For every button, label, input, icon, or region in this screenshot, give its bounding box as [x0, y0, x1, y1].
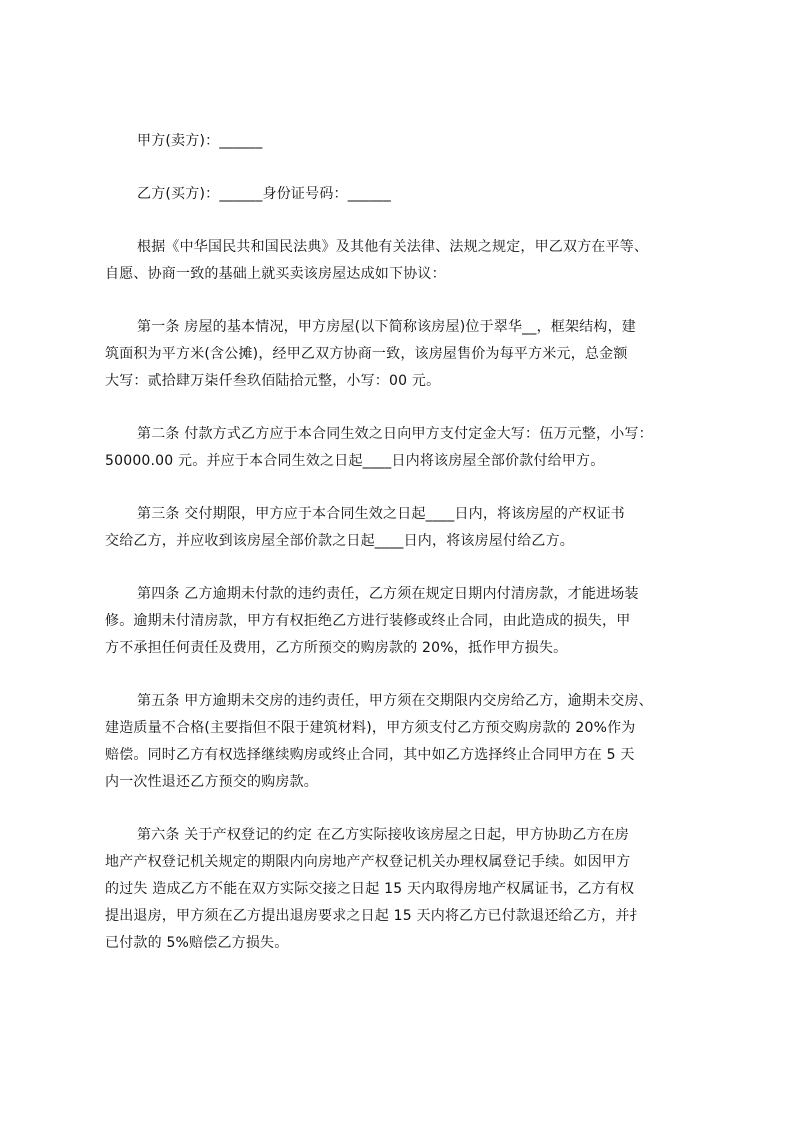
article-1-line-1: 第一条 房屋的基本情况，甲方房屋(以下简称该房屋)位于翠华__，框架结构，建: [137, 319, 636, 335]
article-1-line-2: 筑面积为平方米(含公摊)，经甲乙双方协商一致，该房屋售价为每平方米元，总金额: [105, 346, 628, 362]
article-3-line-2: 交给乙方，并应收到该房屋全部价款之日起____日内，将该房屋付给乙方。: [105, 533, 574, 549]
article-6-line-5: 已付款的 5%赔偿乙方损失。: [105, 935, 289, 951]
article-6-line-1: 第六条 关于产权登记的约定 在乙方实际接收该房屋之日起，甲方协助乙方在房: [137, 827, 630, 843]
article-5-line-1: 第五条 甲方逾期未交房的违约责任，甲方须在交期限内交房给乙方，逾期未交房、: [137, 693, 653, 709]
article-4-line-2: 修。逾期未付清房款，甲方有权拒绝乙方进行装修或终止合同，由此造成的损失，甲: [105, 613, 631, 629]
preamble-line-1: 根据《中华国民共和国民法典》及其他有关法律、法规之规定，甲乙双方在平等、: [137, 239, 649, 255]
article-5-line-4: 内一次性退还乙方预交的购房款。: [105, 774, 318, 790]
party-a-line: 甲方(卖方)：______: [137, 133, 263, 149]
article-2-line-1: 第二条 付款方式乙方应于本合同生效之日向甲方支付定金大写：伍万元整，小写：: [137, 426, 653, 442]
article-4-line-3: 方不承担任何责任及费用，乙方所预交的购房款的 20%，抵作甲方损失。: [105, 640, 568, 656]
article-5-line-3: 赔偿。同时乙方有权选择继续购房或终止合同，其中如乙方选择终止合同甲方在 5 天: [105, 747, 635, 763]
article-6-line-4: 提出退房，甲方须在乙方提出退房要求之日起 15 天内将乙方已付款退还给乙方，并扌: [105, 908, 644, 924]
party-b-line: 乙方(买方)：______身份证号码：______: [137, 186, 391, 202]
article-1-line-3: 大写：贰拾肆万柒仟叁玖佰陆拾元整，小写：00 元。: [105, 373, 441, 389]
article-6-line-2: 地产产权登记机关规定的期限内向房地产产权登记机关办理权属登记手续。如因甲方: [105, 854, 631, 870]
article-2-line-2: 50000.00 元。并应于本合同生效之日起____日内将该房屋全部价款付给甲方。: [105, 453, 605, 469]
article-6-line-3: 的过失 造成乙方不能在双方实际交接之日起 15 天内取得房地产权属证书，乙方有权: [105, 881, 635, 897]
preamble-line-2: 自愿、协商一致的基础上就买卖该房屋达成如下协议：: [105, 266, 446, 282]
article-3-line-1: 第三条 交付期限，甲方应于本合同生效之日起____日内，将该房屋的产权证书: [137, 506, 625, 522]
article-4-line-1: 第四条 乙方逾期未付款的违约责任，乙方须在规定日期内付清房款，才能进场装: [137, 586, 639, 602]
article-5-line-2: 建造质量不合格(主要指但不限于建筑材料)，甲方须支付乙方预交购房款的 20%作为: [105, 720, 636, 736]
